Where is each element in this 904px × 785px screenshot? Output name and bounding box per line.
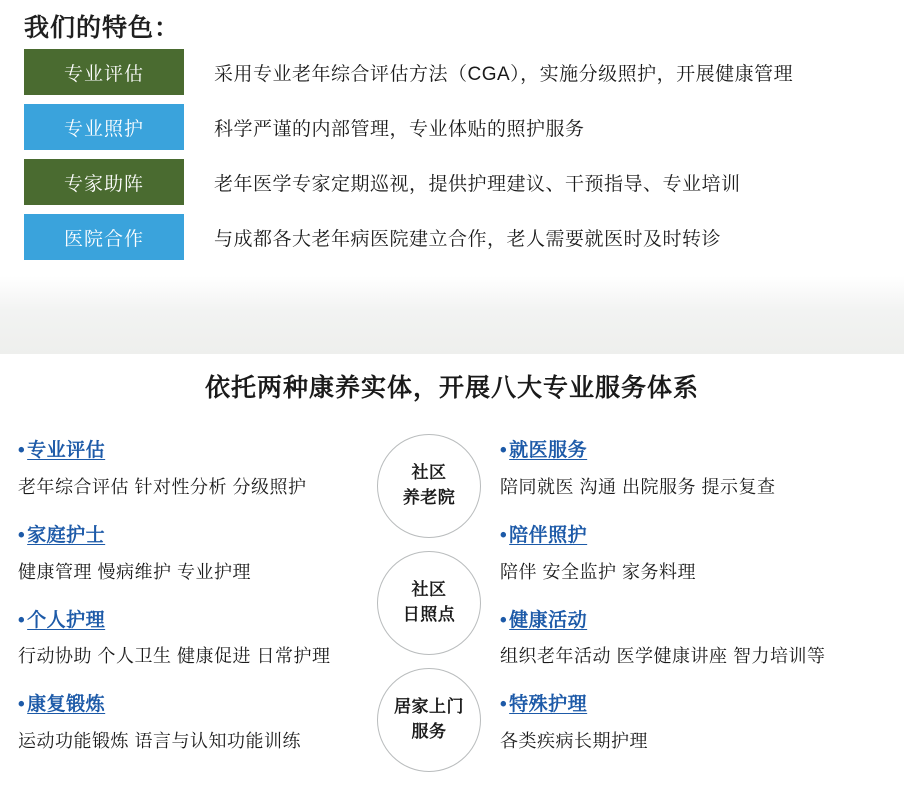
service-heading-text: 家庭护士 (27, 524, 106, 546)
entity-circle-line1: 社区 (411, 463, 447, 483)
service-item (500, 610, 830, 669)
service-item (18, 525, 348, 584)
entity-circle-line2: 养老院 (402, 488, 456, 507)
entity-circle-line2: 日照点 (402, 605, 456, 624)
services-section (0, 354, 904, 782)
feature-tag: 医院合作 (24, 214, 184, 260)
service-body: 组织老年活动 医学健康讲座 智力培训等 (500, 646, 826, 667)
entity-circles (377, 434, 487, 785)
service-heading-text: 康复锻炼 (27, 694, 106, 716)
bullet-icon: • (18, 440, 26, 461)
service-heading (18, 694, 348, 717)
service-body: 运动功能锻炼 语言与认知功能训练 (18, 731, 301, 752)
service-body: 陪伴 安全监护 家务料理 (500, 561, 697, 582)
bullet-icon: • (500, 524, 508, 546)
service-heading (500, 440, 830, 463)
service-heading (500, 694, 830, 717)
feature-row (24, 104, 880, 150)
feature-description: 采用专业老年综合评估方法（CGA），实施分级照护，开展健康管理 (214, 63, 794, 85)
service-item (18, 610, 348, 669)
feature-description: 与成都各大老年病医院建立合作，老人需要就医时及时转诊 (214, 228, 722, 250)
services-title: 依托两种康养实体，开展八大专业服务体系 (204, 374, 699, 402)
service-heading-text: 就医服务 (509, 440, 588, 461)
service-item (500, 525, 830, 584)
feature-tag: 专业照护 (24, 104, 184, 150)
features-title: 我们的特色： (24, 14, 181, 42)
service-heading-text: 陪伴照护 (509, 524, 588, 546)
service-heading-text: 特殊护理 (509, 694, 588, 716)
service-body: 行动协助 个人卫生 健康促进 日常护理 (18, 646, 331, 667)
service-item (18, 440, 348, 499)
service-heading (18, 440, 348, 463)
service-heading-text: 专业评估 (27, 440, 106, 461)
bullet-icon: • (18, 524, 26, 546)
feature-row (24, 159, 880, 205)
bullet-icon: • (500, 694, 508, 716)
entity-circle-line2: 服务 (411, 722, 447, 741)
services-right-column (500, 440, 830, 779)
service-body: 老年综合评估 针对性分析 分级照护 (18, 476, 307, 497)
service-item (500, 440, 830, 499)
feature-row (24, 49, 880, 95)
service-heading-text: 健康活动 (509, 609, 588, 631)
section-divider-shade (0, 276, 904, 354)
features-section (0, 0, 904, 290)
feature-row (24, 214, 880, 260)
service-item (18, 694, 348, 753)
service-heading (18, 610, 348, 633)
entity-circle (377, 668, 481, 772)
entity-circle-line1: 社区 (411, 580, 447, 600)
bullet-icon: • (500, 440, 508, 461)
feature-description: 老年医学专家定期巡视，提供护理建议、干预指导、专业培训 (214, 173, 741, 195)
service-body: 陪同就医 沟通 出院服务 提示复查 (500, 476, 776, 497)
services-left-column (18, 440, 348, 779)
entity-circle-line1: 居家上门 (394, 697, 464, 717)
entity-circle (377, 434, 481, 538)
bullet-icon: • (500, 609, 508, 631)
feature-description: 科学严谨的内部管理，专业体贴的照护服务 (214, 118, 585, 140)
bullet-icon: • (18, 694, 26, 716)
service-heading-text: 个人护理 (27, 609, 106, 631)
service-body: 健康管理 慢病维护 专业护理 (18, 561, 252, 582)
service-heading (18, 525, 348, 548)
feature-tag: 专家助阵 (24, 159, 184, 205)
service-body: 各类疾病长期护理 (500, 731, 648, 752)
feature-tag: 专业评估 (24, 49, 184, 95)
service-item (500, 694, 830, 753)
entity-circle (377, 551, 481, 655)
service-heading (500, 525, 830, 548)
service-heading (500, 610, 830, 633)
bullet-icon: • (18, 609, 26, 631)
